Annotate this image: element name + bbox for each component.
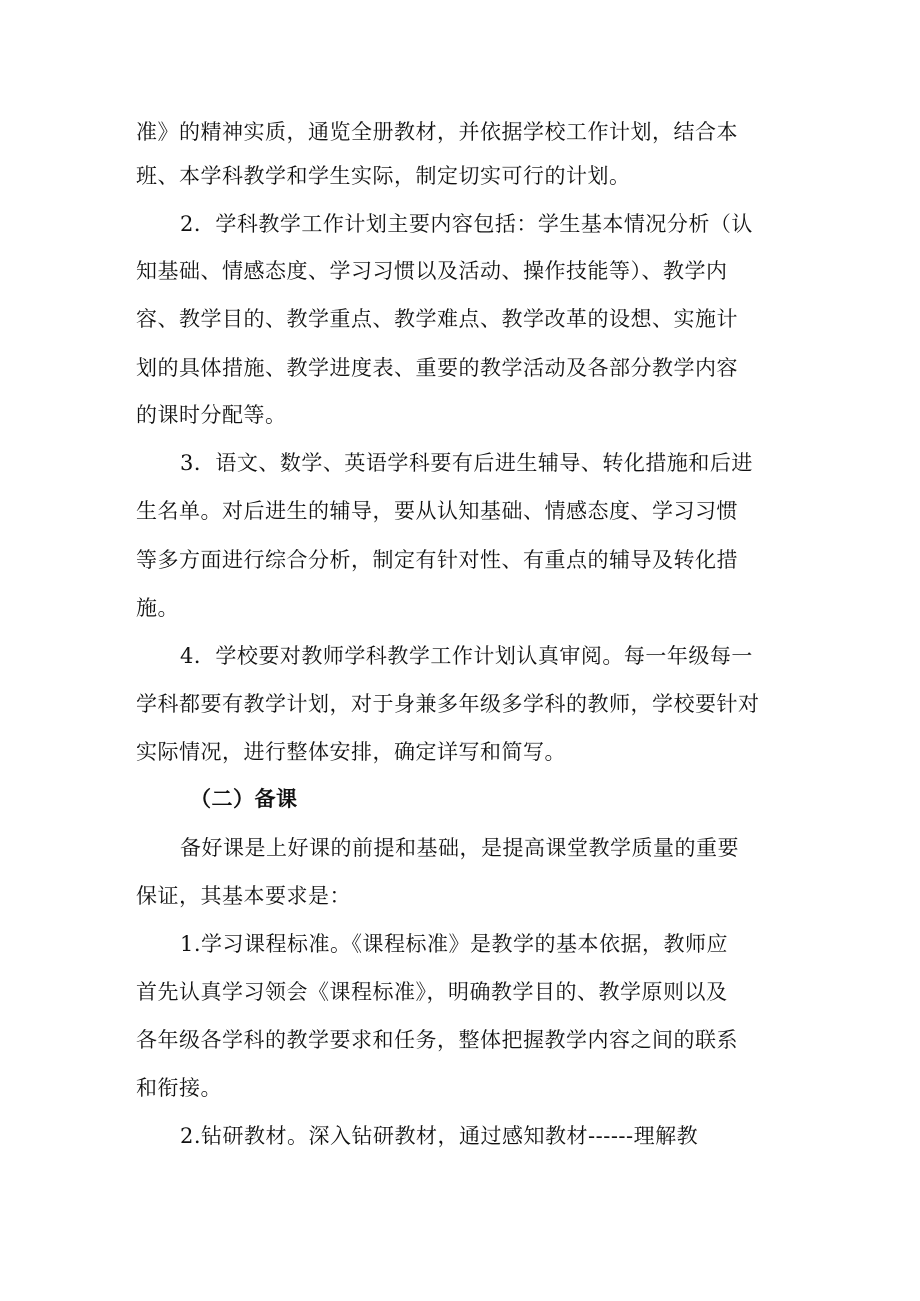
paragraph-line: 划的具体措施、教学进度表、重要的教学活动及各部分教学内容 (136, 356, 738, 380)
paragraph-line: 2.钻研教材。深入钻研教材，通过感知教材------理解教 (180, 1124, 699, 1148)
paragraph-line: 的课时分配等。 (136, 403, 287, 427)
paragraph-line: 保证，其基本要求是： (136, 884, 351, 908)
paragraph-line: 生名单。对后进生的辅导，要从认知基础、情感态度、学习习惯 (136, 499, 738, 523)
section-heading: （二）备课 (190, 787, 298, 811)
paragraph-line: 首先认真学习领会《课程标准》，明确教学目的、教学原则以及 (136, 980, 728, 1004)
paragraph-line: 等多方面进行综合分析，制定有针对性、有重点的辅导及转化措 (136, 548, 738, 572)
paragraph-line: 班、本学科教学和学生实际，制定切实可行的计划。 (136, 164, 631, 188)
paragraph-line: 施。 (136, 596, 179, 620)
paragraph-line: 各年级各学科的教学要求和任务，整体把握教学内容之间的联系 (136, 1028, 738, 1052)
paragraph-line: 实际情况，进行整体安排，确定详写和简写。 (136, 740, 566, 764)
paragraph-line: 备好课是上好课的前提和基础，是提高课堂教学质量的重要 (180, 836, 739, 860)
paragraph-line: 2．学科教学工作计划主要内容包括：学生基本情况分析（认 (180, 212, 753, 236)
paragraph-line: 知基础、情感态度、学习习惯以及活动、操作技能等）、教学内 (136, 259, 728, 283)
paragraph-line: 4．学校要对教师学科教学工作计划认真审阅。每一年级每一 (180, 644, 753, 668)
paragraph-line: 准》的精神实质，通览全册教材，并依据学校工作计划，结合本 (136, 120, 738, 144)
paragraph-line: 学科都要有教学计划，对于身兼多年级多学科的教师，学校要针对 (136, 692, 760, 716)
paragraph-line: 1.学习课程标准。《课程标准》是教学的基本依据，教师应 (180, 932, 729, 956)
paragraph-line: 3．语文、数学、英语学科要有后进生辅导、转化措施和后进 (180, 451, 753, 475)
paragraph-line: 和衔接。 (136, 1076, 222, 1100)
paragraph-line: 容、教学目的、教学重点、教学难点、教学改革的设想、实施计 (136, 307, 738, 331)
